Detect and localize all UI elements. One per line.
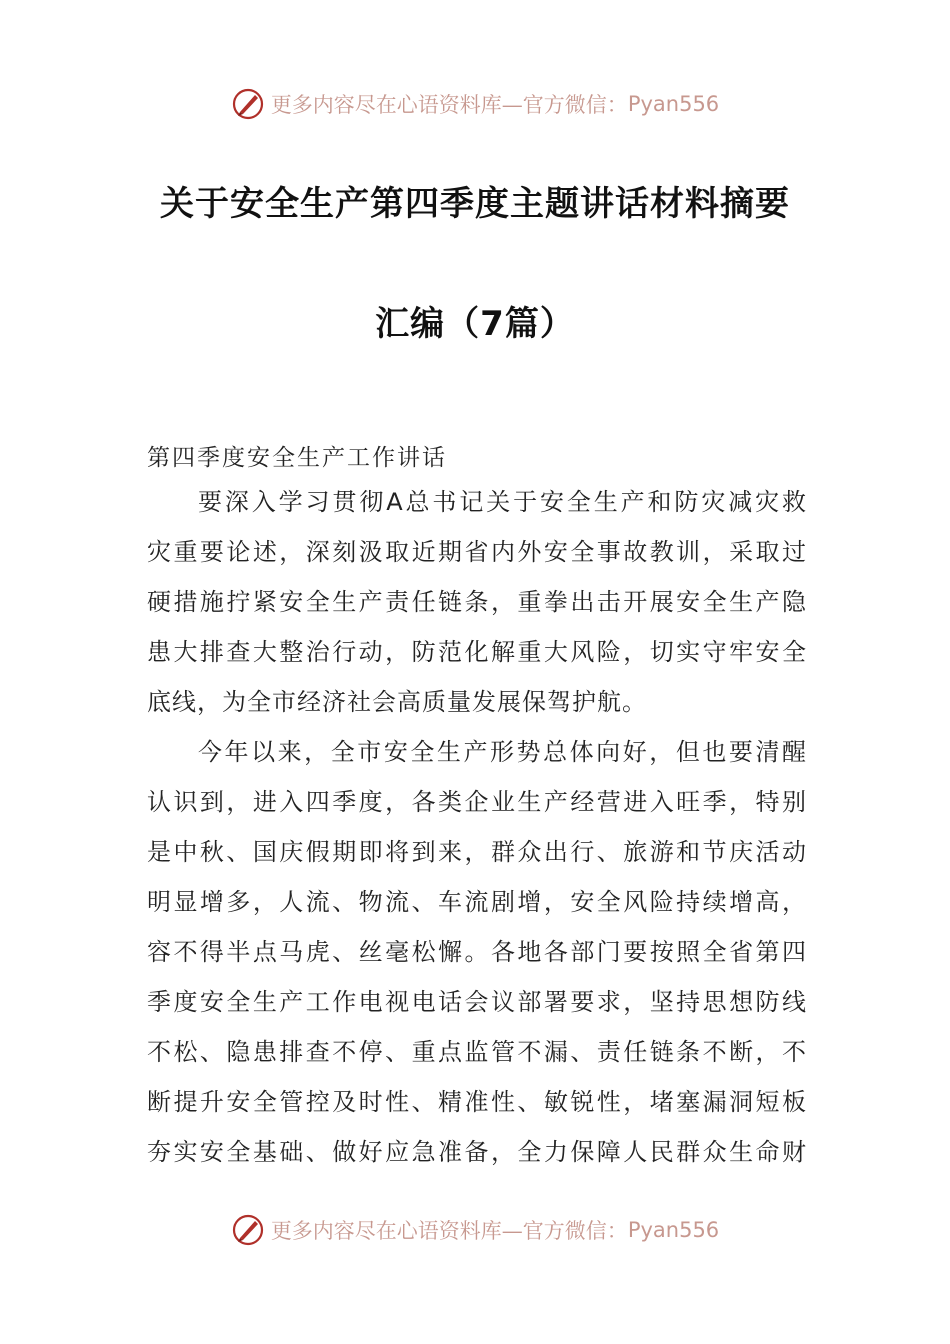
- paragraph-line: 是中秋、国庆假期即将到来，群众出行、旅游和节庆活动: [147, 838, 807, 866]
- paragraph-line: 季度安全生产工作电视电话会议部署要求，坚持思想防线: [147, 988, 807, 1016]
- paragraph-line: 患大排查大整治行动，防范化解重大风险，切实守牢安全: [147, 638, 807, 666]
- paragraph-line: 硬措施拧紧安全生产责任链条，重拳出击开展安全生产隐: [147, 588, 807, 616]
- header-watermark-banner: [0, 84, 950, 124]
- paragraph-line: 夯实安全基础、做好应急准备，全力保障人民群众生命财: [147, 1138, 807, 1166]
- section-heading: 第四季度安全生产工作讲话: [147, 445, 447, 471]
- document-title-line-1: 关于安全生产第四季度主题讲话材料摘要: [160, 184, 790, 224]
- banner-wechat-id: Pyan556: [627, 1218, 720, 1242]
- banner-text: 更多内容尽在心语资料库—官方微信：: [270, 1219, 628, 1243]
- footer-watermark-banner: [0, 1210, 950, 1250]
- paragraph-line: 断提升安全管控及时性、精准性、敏锐性，堵塞漏洞短板: [147, 1088, 807, 1116]
- pen-seal-icon: [231, 87, 265, 121]
- paragraph-line: 底线，为全市经济社会高质量发展保驾护航。: [147, 688, 647, 716]
- paragraph-line: 灾重要论述，深刻汲取近期省内外安全事故教训，采取过: [147, 538, 807, 566]
- paragraph-line: 认识到，进入四季度，各类企业生产经营进入旺季，特别: [147, 788, 807, 816]
- paragraph-line: 不松、隐患排查不停、重点监管不漏、责任链条不断，不: [147, 1038, 807, 1066]
- banner-wechat-id: Pyan556: [627, 92, 720, 116]
- banner-text: 更多内容尽在心语资料库—官方微信：: [270, 93, 628, 117]
- paragraph-line: 明显增多，人流、物流、车流剧增，安全风险持续增高，: [147, 888, 807, 916]
- paragraph-line: 今年以来，全市安全生产形势总体向好，但也要清醒: [198, 738, 807, 766]
- pen-seal-icon: [231, 1213, 265, 1247]
- paragraph-line: 容不得半点马虎、丝毫松懈。各地各部门要按照全省第四: [147, 938, 807, 966]
- document-title-line-2: 汇编（7篇）: [375, 304, 575, 344]
- paragraph-line: 要深入学习贯彻A总书记关于安全生产和防灾减灾救: [198, 488, 807, 516]
